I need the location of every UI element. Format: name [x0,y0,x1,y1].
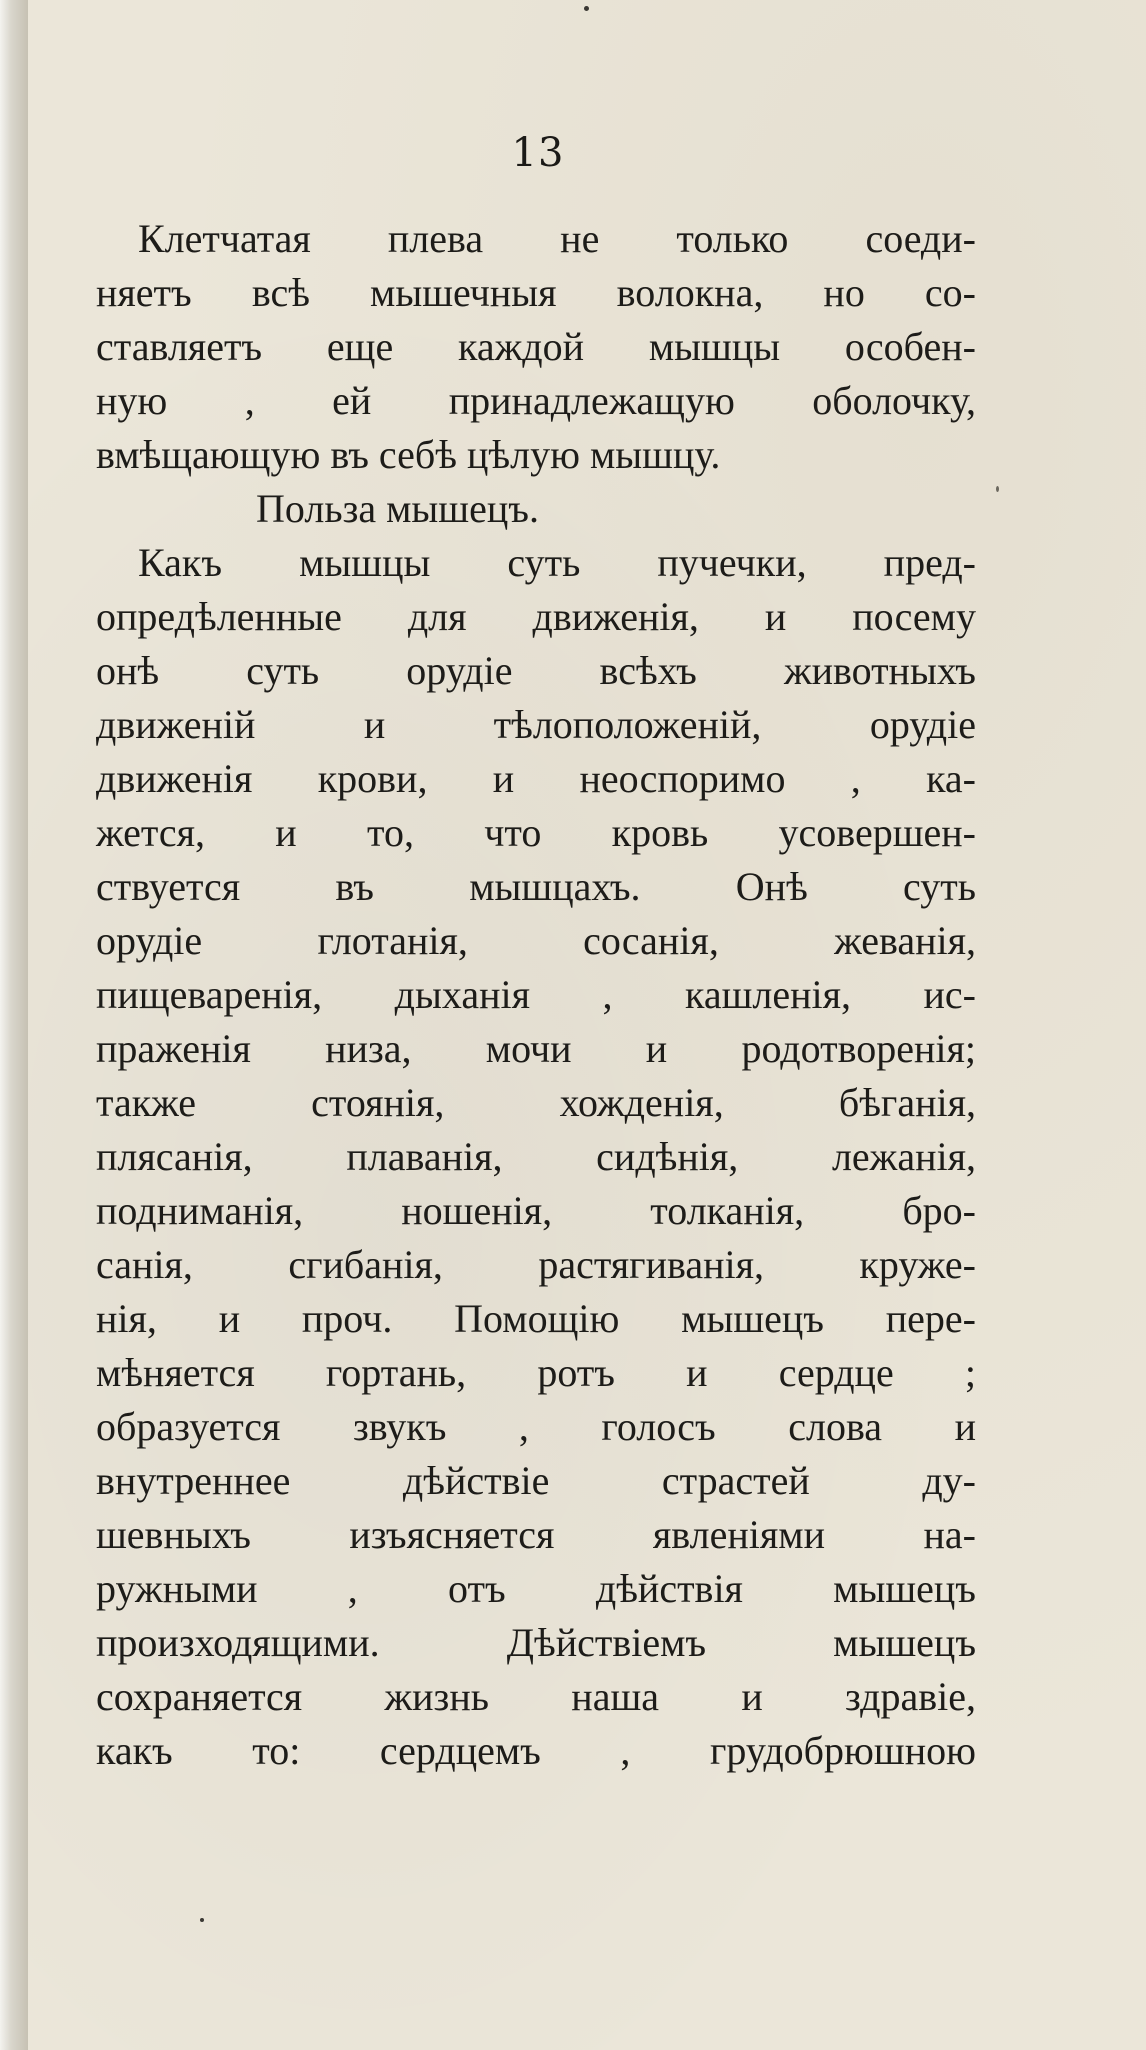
text-line: внутреннее дѣйствіе страстей ду- [96,1458,976,1503]
text-line: движеній и тѣлоположеній, орудіе [96,702,976,747]
text-line: сохраняется жизнь наша и здравіе, [96,1674,976,1719]
text-line: плясанія, плаванія, сидѣнія, лежанія, [96,1134,976,1179]
paper-speck [584,6,589,11]
text-line: вмѣщающую въ себѣ цѣлую мышцу. [96,432,721,477]
paper-speck [200,1918,204,1922]
text-line: шевныхъ изъясняется явленіями на- [96,1512,976,1557]
text-line: какъ то: сердцемъ , грудобрюшною [96,1728,976,1773]
text-line: онѣ суть орудіе всѣхъ животныхъ [96,648,976,693]
text-line: образуется звукъ , голосъ слова и [96,1404,976,1449]
text-line: ставляетъ еще каждой мышцы особен- [96,324,976,369]
text-line: подниманія, ношенія, толканія, бро- [96,1188,976,1233]
book-page [28,0,1146,2050]
page-text [96,212,976,1778]
text-line: санія, сгибанія, растягиванія, круже- [96,1242,976,1287]
text-line: произходящими. Дѣйствіемъ мышецъ [96,1620,976,1665]
section-heading: Польза мышецъ. [256,486,539,531]
text-line: орудіе глотанія, сосанія, жеванія, [96,918,976,963]
text-line: нія, и проч. Помощію мышецъ пере- [96,1296,976,1341]
text-line: ружными , отъ дѣйствія мышецъ [96,1566,976,1611]
text-line: ную , ей принадлежащую оболочку, [96,378,976,423]
text-line: пищеваренія, дыханія , кашленія, ис- [96,972,976,1017]
text-line: жется, и то, что кровь усовершен- [96,810,976,855]
page-number: 13 [511,130,565,176]
text-line: Какъ мышцы суть пучечки, пред- [138,540,976,585]
text-line: няетъ всѣ мышечныя волокна, но со- [96,270,976,315]
text-line: движенія крови, и неоспоримо , ка- [96,756,976,801]
text-line: ствуется въ мышцахъ. Онѣ суть [96,864,976,909]
scan-edge [0,0,28,2050]
text-line: мѣняется гортань, ротъ и сердце ; [96,1350,976,1395]
text-line: также стоянія, хожденія, бѣганія, [96,1080,976,1125]
text-line: праженія низа, мочи и родотворенія; [96,1026,976,1071]
paper-speck [996,486,999,492]
text-line: Клетчатая плева не только соеди- [138,216,976,261]
text-line: опредѣленные для движенія, и посему [96,594,976,639]
